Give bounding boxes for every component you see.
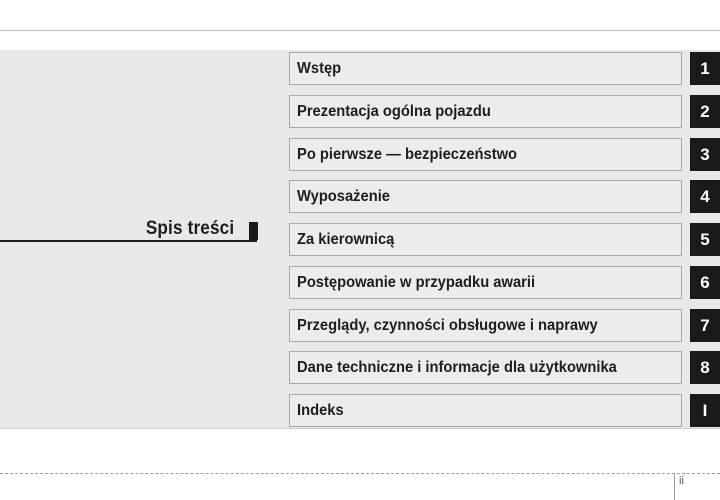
- chapter-tab-5[interactable]: 5: [690, 223, 720, 256]
- chapter-tab-3[interactable]: 3: [690, 138, 720, 171]
- toc-title: Spis treści: [145, 218, 234, 239]
- toc-item-awarie[interactable]: [289, 266, 682, 299]
- chapter-tab-4[interactable]: 4: [690, 180, 720, 213]
- page-number: ii: [679, 475, 684, 487]
- toc-item-przeglady[interactable]: [289, 309, 682, 342]
- toc-item-wyposazenie[interactable]: [289, 180, 682, 213]
- footer-dashed-rule: [0, 473, 720, 474]
- top-rule: [0, 30, 720, 31]
- toc-item-label: Dane techniczne i informacje dla użytkownika: [297, 359, 617, 376]
- toc-item-wstep[interactable]: [289, 52, 682, 85]
- chapter-tab-index[interactable]: I: [690, 394, 720, 427]
- chapter-tab-8[interactable]: 8: [690, 351, 720, 384]
- toc-item-label: Postępowanie w przypadku awarii: [297, 274, 536, 291]
- chapter-tab-2[interactable]: 2: [690, 95, 720, 128]
- toc-item-label: Prezentacja ogólna pojazdu: [297, 103, 491, 120]
- toc-item-label: Wyposażenie: [297, 188, 390, 205]
- chapter-tab-7[interactable]: 7: [690, 309, 720, 342]
- toc-item-label: Po pierwsze — bezpieczeństwo: [297, 146, 518, 163]
- toc-heading: [0, 216, 260, 242]
- toc-item-bezpieczenstwo[interactable]: [289, 138, 682, 171]
- chapter-tab-6[interactable]: 6: [690, 266, 720, 299]
- toc-item-label: Indeks: [297, 402, 344, 419]
- toc-item-label: Wstęp: [297, 60, 342, 77]
- toc-item-prezentacja[interactable]: [289, 95, 682, 128]
- toc-item-label: Za kierownicą: [297, 231, 395, 248]
- title-marker: [249, 222, 258, 240]
- footer-separator: [674, 473, 675, 500]
- toc-item-za-kierownica[interactable]: [289, 223, 682, 256]
- panel-bottom-rule: [0, 428, 720, 429]
- chapter-tab-1[interactable]: 1: [690, 52, 720, 85]
- toc-item-label: Przeglądy, czynności obsługowe i naprawy: [297, 317, 598, 334]
- title-underline: [0, 240, 257, 242]
- toc-item-dane-techniczne[interactable]: [289, 351, 682, 384]
- toc-item-indeks[interactable]: [289, 394, 682, 427]
